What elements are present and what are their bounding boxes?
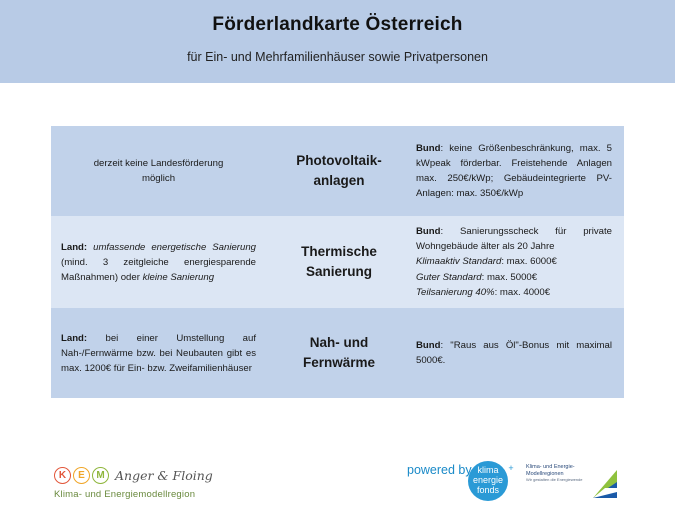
bund-cell — [414, 308, 624, 398]
bund-text — [416, 141, 612, 202]
land-text — [61, 331, 256, 376]
bund-line-label: Teilsanierung 40% — [416, 286, 495, 298]
plus-icon: + — [508, 463, 514, 473]
kef-word-1: klima — [477, 465, 499, 475]
bund-label: Bund — [416, 142, 441, 154]
category-line-2: Fernwärme — [302, 355, 376, 370]
bund-line — [416, 270, 612, 285]
kem-modellregionen-text — [526, 464, 588, 484]
bund-line-label: Klimaaktiv Standard — [416, 256, 502, 268]
table-row-nah-fernwaerme — [51, 308, 624, 398]
header-banner — [0, 0, 675, 83]
kem-letters — [54, 465, 213, 485]
land-label: Land: — [61, 241, 88, 253]
land-description: bei einer Umstellung auf Nah-/Fernwärme bzw. bei Neubauten gibt es max. 1200€ für Ein- bzw. Zweifamilienhäuser — [61, 332, 256, 374]
kef-word-2: energie — [472, 475, 504, 485]
kem-e-icon: E — [73, 467, 90, 484]
bund-description: : "Raus aus Öl"-Bonus mit maximal 5000€. — [416, 339, 612, 366]
category-line-1: Thermische — [301, 244, 377, 259]
bund-cell — [414, 216, 624, 308]
kem-anger-floing-logo — [54, 465, 254, 501]
kem-logo-line-1: Klima- und Energie- — [526, 464, 575, 470]
kem-k-icon: K — [54, 467, 71, 484]
kef-word-3: fonds — [476, 485, 500, 495]
page-title: Förderlandkarte Österreich — [212, 14, 463, 35]
land-text — [61, 240, 256, 285]
category-line-1: Photovoltaik- — [296, 153, 382, 168]
bund-line-value: : max. 4000€ — [494, 286, 551, 298]
land-description: (mind. 3 zeitgleiche energiesparende Maßnahmen) oder — [61, 256, 256, 283]
page-subtitle: für Ein- und Mehrfamilienhäuser sowie Privatpersonen — [187, 50, 488, 64]
region-name: Anger & Floing — [115, 467, 213, 483]
land-cell — [51, 216, 264, 308]
land-text: derzeit keine Landesförderung möglich — [93, 158, 224, 184]
kem-flag-icon — [591, 462, 619, 500]
bund-text — [416, 338, 612, 368]
category-cell — [264, 216, 414, 308]
bund-line-label: Guter Standard — [416, 271, 482, 283]
funding-table — [51, 126, 624, 398]
land-cell — [51, 126, 264, 216]
bund-line — [416, 254, 612, 269]
land-italic-1: umfassende energetische Sanierung — [87, 241, 256, 253]
land-cell — [51, 308, 264, 398]
bund-label: Bund — [416, 339, 441, 351]
bund-line-value: : max. 6000€ — [501, 256, 557, 268]
category-cell — [264, 126, 414, 216]
category-line-2: anlagen — [313, 173, 365, 188]
kem-m-icon: M — [92, 467, 109, 484]
bund-description: : Sanierungsscheck für private Wohngebäude älter als 20 Jahre — [416, 225, 612, 253]
land-italic-2: kleine Sanierung — [142, 271, 215, 283]
bund-line — [416, 285, 612, 300]
table-row-photovoltaik — [51, 126, 624, 216]
bund-description: : keine Größenbeschränkung, max. 5 kWpeak förderbar. Freistehende Anlagen max. 250€/kWp; Gebäudeintegrierte PV-Anlagen: max. 350€/kWp — [416, 142, 612, 200]
kem-logo-line-3: Wir gestalten die Energiewende — [526, 477, 583, 482]
bund-text — [416, 224, 612, 254]
category-line-2: Sanierung — [305, 264, 372, 279]
land-label: Land: — [61, 332, 88, 344]
bund-label: Bund — [416, 225, 441, 237]
table-row-thermische-sanierung — [51, 216, 624, 308]
category-line-1: Nah- und — [309, 335, 369, 350]
category-cell — [264, 308, 414, 398]
klima-energie-fonds-logo — [464, 460, 516, 502]
bund-cell — [414, 126, 624, 216]
powered-by-text: powered by — [407, 463, 472, 477]
region-subtitle: Klima- und Energiemodellregion — [54, 489, 196, 500]
kem-logo-line-2: Modellregionen — [526, 470, 564, 477]
bund-line-value: : max. 5000€ — [481, 271, 538, 283]
